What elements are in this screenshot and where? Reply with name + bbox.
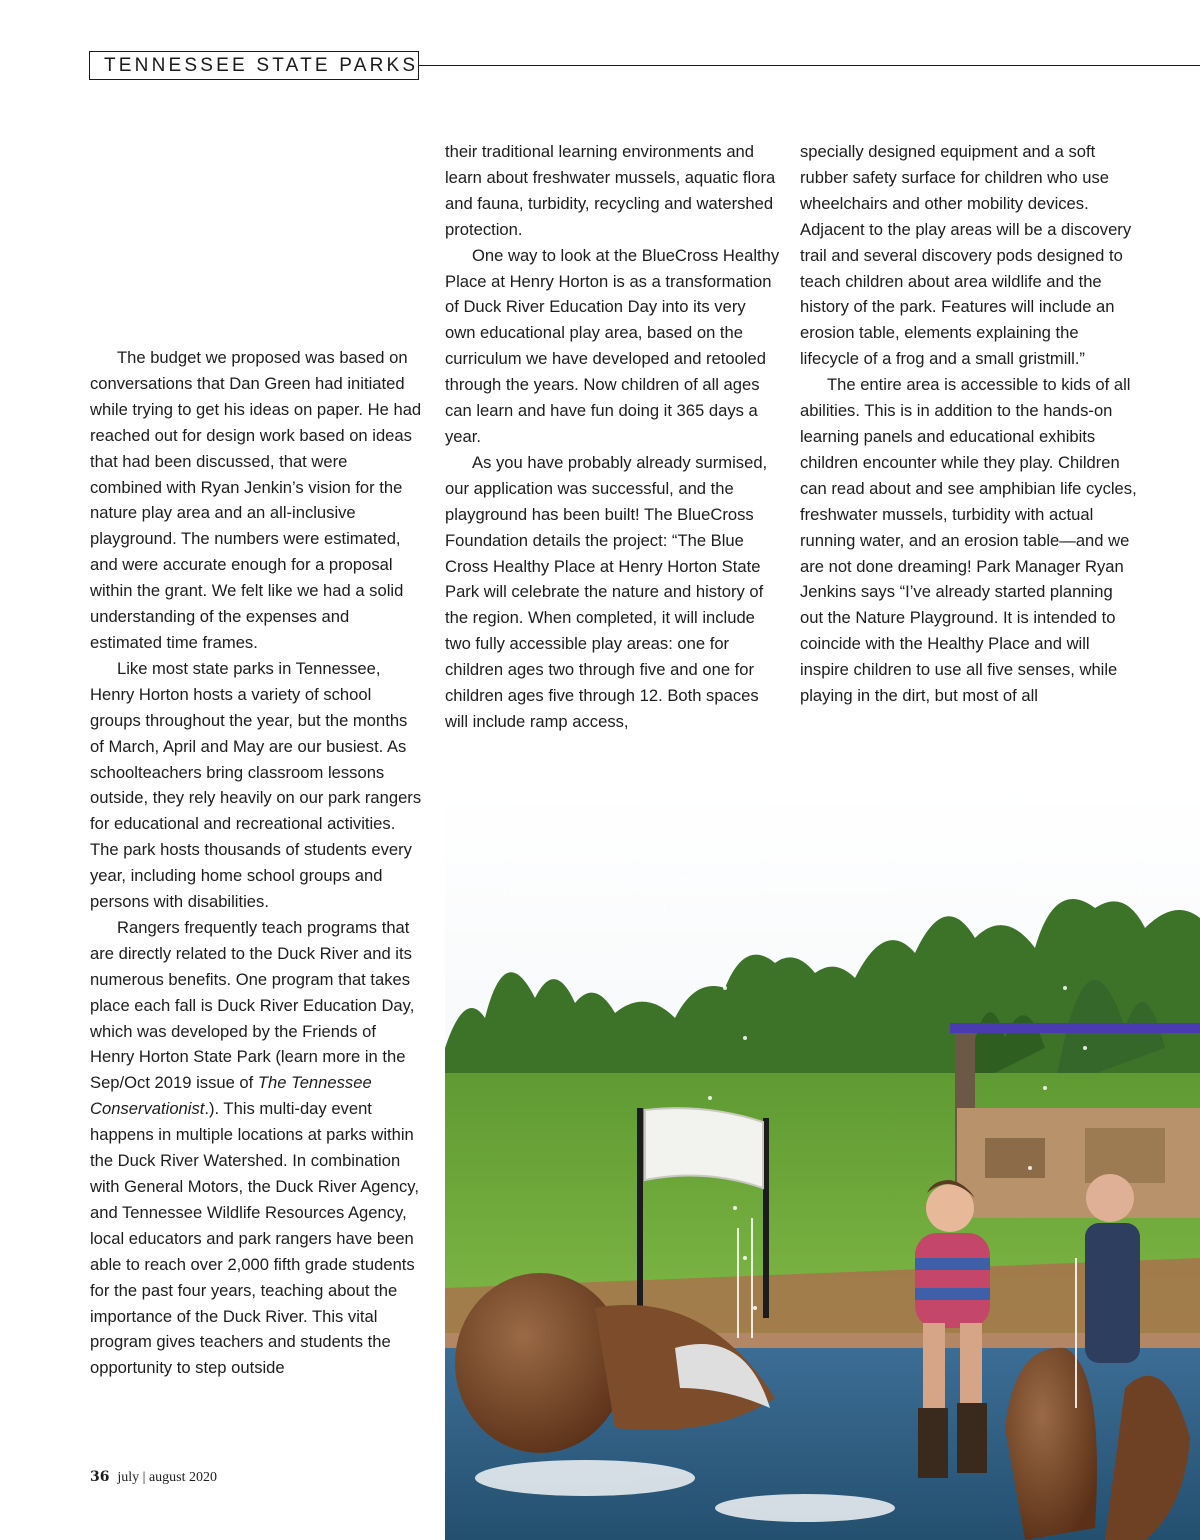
section-header [89,51,419,80]
paragraph: As you have probably already surmised, our application was successful, and the playground has been built! The BlueCross Foundation details the project: “The Blue Cross Healthy Place at Henry Horton State Park will celebrate the nature and history of the region. When completed, it will include two fully accessible play areas: one for children ages two through five and one for children ages five through 12. Both spaces will include ramp access, [445,452,768,731]
paragraph: The entire area is accessible to kids of all abilities. This is in addition to the hands-on learning panels and educational exhibits children encounter while they play. Children can read about and see amphibian life cycles, freshwater mussels, turbidity with actual running water, and an erosion table—and we are not done dreaming! Park Manager Ryan Jenkins says “I’ve already started planning out the Nature Playground. It is intended to coincide with the Healthy Place and will inspire children to use all five senses, while playing in the dirt, but most of all [800,375,1137,706]
paragraph: The budget we proposed was based on conversations that Dan Green had initiated while trying to get his ideas on paper. He had reached out for design work based on ideas that had been discussed, that were combined with Ryan Jenkin’s vision for the nature play area and an all-inclusive playground. The numbers were estimated, and were accurate enough for a proposal within the grant. We felt like we had a solid understanding of the expenses and estimated time frames. [90,348,422,652]
child-boy [1085,1174,1140,1363]
header-rule [419,65,1200,66]
paragraph: Like most state parks in Tennessee, Henry Horton hosts a variety of school groups throughout the year, but the months of March, April and May are our busiest. As schoolteachers bring classroom lessons outside, they rely heavily on our park rangers for educational and recreational activities. The park hosts thousands of students every year, including home school groups and persons with disabilities. [90,658,422,912]
issue-date: july | august 2020 [117,1470,218,1485]
text-column-3 [800,139,1140,709]
page-number: 36 [90,1469,110,1485]
paragraph-text: Rangers frequently teach programs that are directly related to the Duck River and its numerous benefits. One program that takes place each fall is Duck River Education Day, which was developed by the Friends of Henry Horton State Park (learn more in the Sep/Oct 2019 issue of [90,917,415,1093]
paragraph [90,915,422,1381]
text-column-1 [90,345,422,1381]
text-column-2 [445,139,780,735]
page-footer [90,1468,217,1486]
paragraph: specially designed equipment and a soft rubber safety surface for children who use wheelchairs and other mobility devices. Adjacent to the play areas will be a discovery trail and several discovery pods designed to teach children about area wildlife and the history of the park. Features will include an erosion table, elements explaining the lifecycle of a frog and a small gristmill.” [800,142,1132,369]
magazine-title: The Tennessee Conservationist [90,1073,372,1119]
paragraph: One way to look at the BlueCross Healthy Place at Henry Horton is as a transformation of Duck River Education Day into its very own educational play area, based on the curriculum we have developed and retooled through the years. Now children of all ages can learn and have fun doing it 365 days a year. [445,245,780,446]
section-title: TENNESSEE STATE PARKS [104,55,419,76]
splash-pad-photo [445,788,1200,1540]
paragraph-text: .). This multi-day event happens in multiple locations at parks within the Duck River Watershed. In combination with General Motors, the Duck River Agency, and Tennessee Wildlife Resources Agency, local educators and park rangers have been able to reach over 2,000 fifth grade students for the past four years, teaching about the importance of the Duck River. This vital program gives teachers and students the opportunity to step outside [90,1099,419,1378]
paragraph: their traditional learning environments and learn about freshwater mussels, aquatic flora and fauna, turbidity, recycling and watershed protection. [445,142,776,239]
